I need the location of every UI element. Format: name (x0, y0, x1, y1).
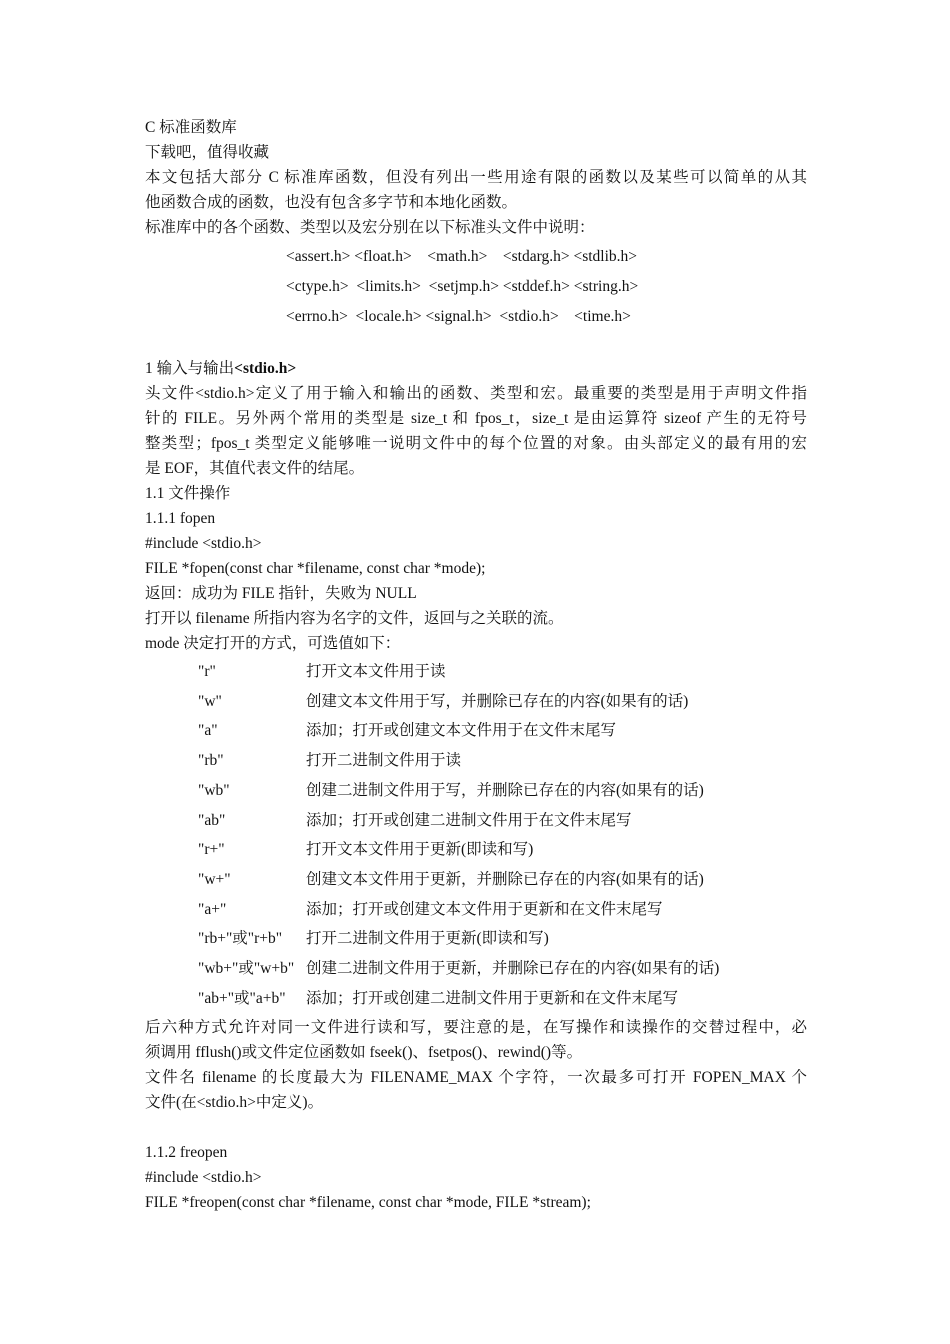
mode-description: 添加；打开或创建文本文件用于更新和在文件末尾写 (306, 900, 663, 918)
subsection-heading: 1.1.2 freopen (145, 1144, 228, 1161)
intro-paragraph-line: 他函数合成的函数，也没有包含多字节和本地化函数。 (145, 194, 518, 211)
doc-title: C 标准函数库 (145, 119, 237, 136)
mode-row (198, 929, 549, 949)
mode-row (198, 811, 632, 831)
mode-row (198, 781, 704, 801)
mode-row (198, 959, 719, 979)
function-description: 打开以 filename 所指内容为名字的文件，返回与之关联的流。 (145, 610, 564, 627)
subsection-heading: 1.1.1 fopen (145, 510, 216, 527)
paragraph-line: 针的 FILE。另外两个常用的类型是 size_t 和 fpos_t，size_t 是由运算符 sizeof 产生的无符号 (145, 410, 807, 427)
mode-intro: mode 决定打开的方式，可选值如下： (145, 635, 401, 652)
mode-code: "w+" (198, 870, 231, 888)
mode-row (198, 870, 704, 890)
section-heading-bold: <stdio.h> (234, 360, 297, 377)
section-heading-text: 1 输入与输出 (145, 360, 235, 377)
mode-code: "ab+"或"a+b" (198, 989, 286, 1007)
mode-code: "r" (198, 663, 216, 680)
mode-description: 创建二进制文件用于写，并删除已存在的内容(如果有的话) (306, 781, 704, 799)
mode-description: 添加；打开或创建二进制文件用于更新和在文件末尾写 (306, 989, 679, 1007)
paragraph-line: 后六种方式允许对同一文件进行读和写，要注意的是，在写操作和读操作的交替过程中，必 (145, 1019, 807, 1036)
intro-paragraph-line: 本文包括大部分 C 标准库函数，但没有列出一些用途有限的函数以及某些可以简单的从其 (145, 169, 807, 186)
mode-description: 打开文本文件用于读 (306, 663, 446, 680)
mode-row (198, 840, 533, 860)
mode-row (198, 721, 616, 741)
paragraph-line: 文件(在<stdio.h>中定义)。 (145, 1094, 324, 1111)
mode-code: "rb+"或"r+b" (198, 930, 283, 948)
mode-row (198, 900, 663, 920)
paragraph-line: 文件名 filename 的长度最大为 FILENAME_MAX 个字符，一次最多可打开 FOPEN_MAX 个 (145, 1069, 807, 1086)
mode-row (198, 989, 678, 1009)
header-list-row: <assert.h> <float.h> <math.h> <stdarg.h> <stdlib.h> (286, 248, 638, 265)
header-list-row: <errno.h> <locale.h> <signal.h> <stdio.h> <time.h> (286, 308, 631, 325)
section-heading (145, 359, 296, 379)
mode-row (198, 662, 446, 682)
mode-code: "a+" (198, 900, 227, 918)
paragraph-line: 整类型；fpos_t 类型定义能够唯一说明文件中的每个位置的对象。由头部定义的最有用的宏 (145, 435, 807, 452)
mode-description: 打开二进制文件用于读 (306, 752, 462, 770)
mode-description: 创建文本文件用于写，并删除已存在的内容(如果有的话) (306, 692, 689, 710)
mode-code: "wb+"或"w+b" (198, 960, 295, 977)
mode-code: "rb" (198, 752, 224, 770)
doc-subtitle: 下载吧，值得收藏 (145, 144, 270, 161)
mode-description: 打开二进制文件用于更新(即读和写) (306, 930, 549, 948)
code-include: #include <stdio.h> (145, 535, 262, 552)
mode-code: "r+" (198, 841, 225, 859)
paragraph-line: 是 EOF，其值代表文件的结尾。 (145, 460, 365, 477)
mode-description: 打开文本文件用于更新(即读和写) (306, 841, 534, 859)
mode-code: "w" (198, 692, 222, 710)
mode-row (198, 751, 461, 771)
mode-code: "a" (198, 722, 218, 740)
paragraph-line: 须调用 fflush()或文件定位函数如 fseek()、fsetpos()、rewind()等。 (145, 1044, 583, 1061)
code-include: #include <stdio.h> (145, 1169, 262, 1186)
function-prototype: FILE *freopen(const char *filename, const char *mode, FILE *stream); (145, 1194, 591, 1211)
return-description: 返回：成功为 FILE 指针，失败为 NULL (145, 585, 417, 602)
mode-description: 添加；打开或创建文本文件用于在文件末尾写 (306, 722, 617, 740)
mode-row (198, 692, 688, 712)
function-prototype: FILE *fopen(const char *filename, const char *mode); (145, 560, 486, 577)
mode-description: 创建文本文件用于更新，并删除已存在的内容(如果有的话) (306, 870, 704, 888)
mode-code: "ab" (198, 811, 226, 829)
header-list-row: <ctype.h> <limits.h> <setjmp.h> <stddef.h> <string.h> (286, 278, 639, 295)
mode-code: "wb" (198, 781, 230, 799)
mode-description: 创建二进制文件用于更新，并删除已存在的内容(如果有的话) (306, 960, 720, 977)
headers-intro: 标准库中的各个函数、类型以及宏分别在以下标准头文件中说明： (145, 219, 595, 236)
paragraph-line: 头文件<stdio.h>定义了用于输入和输出的函数、类型和宏。最重要的类型是用于声明文件指 (145, 385, 807, 402)
subsection-heading: 1.1 文件操作 (145, 485, 231, 502)
mode-description: 添加；打开或创建二进制文件用于在文件末尾写 (306, 811, 632, 829)
